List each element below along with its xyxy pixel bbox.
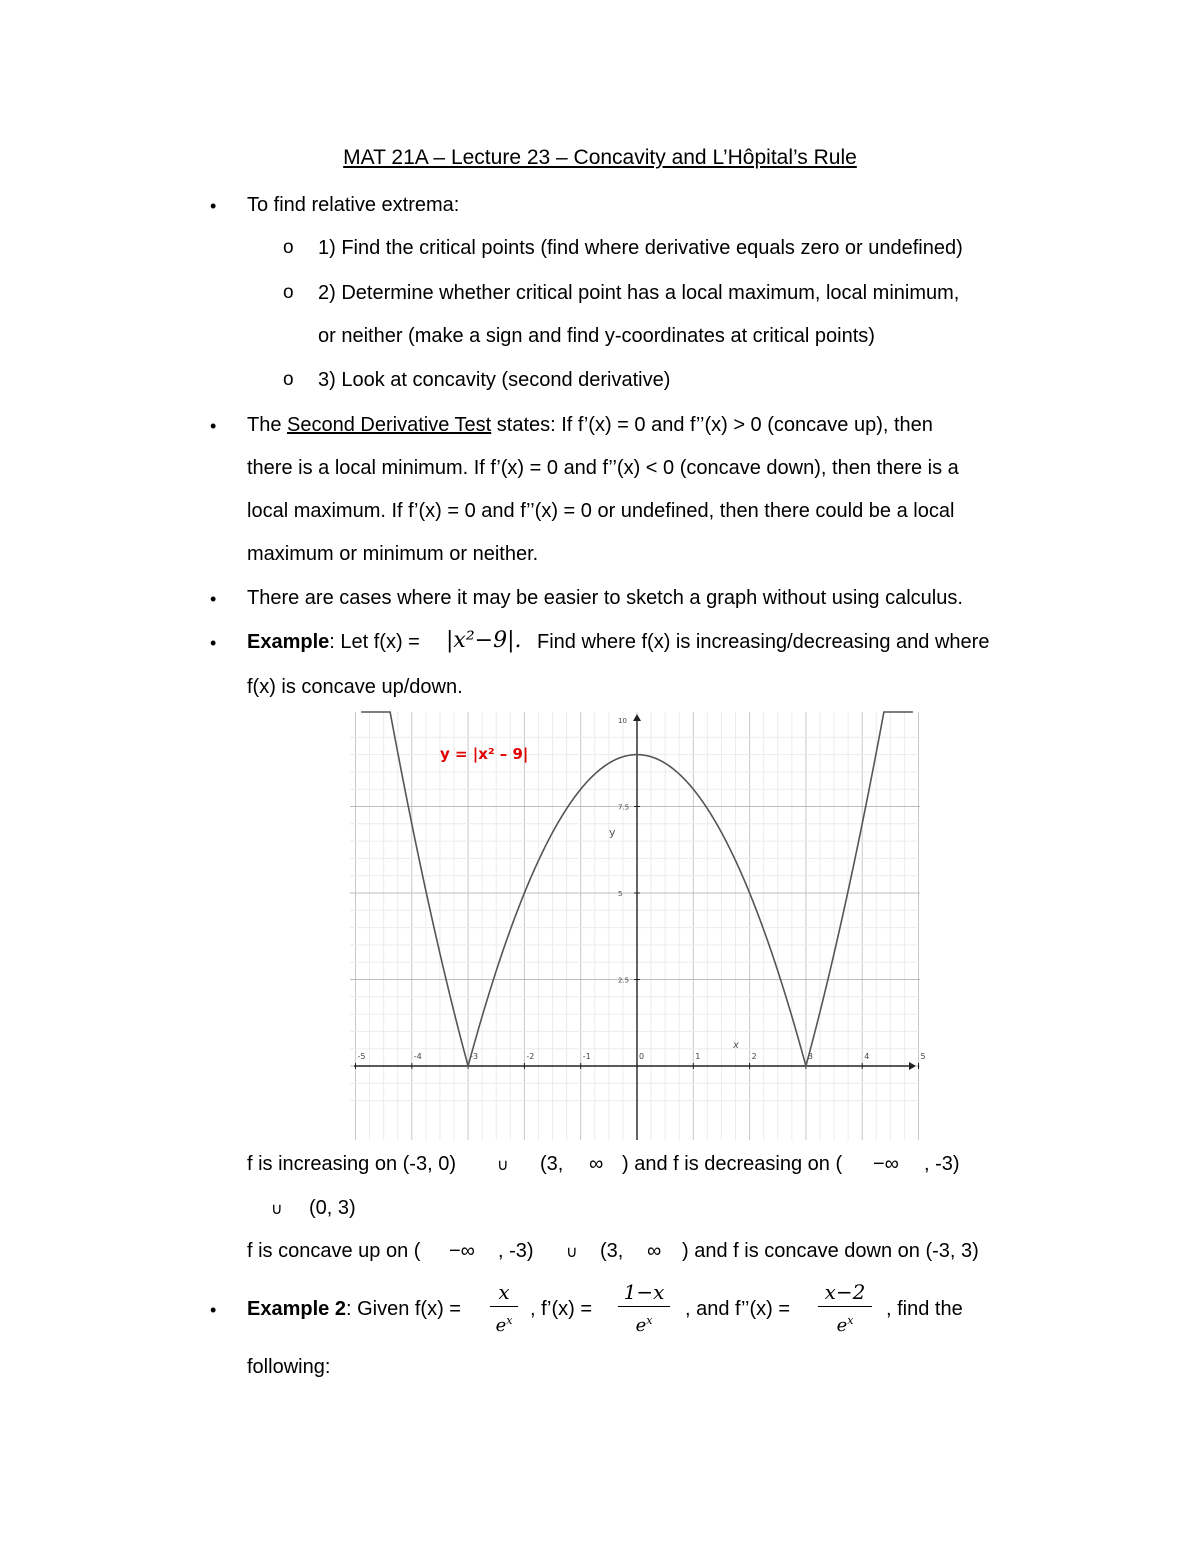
x-tick-label: -2	[526, 1052, 535, 1061]
second-derivative-test-term: Second Derivative Test	[287, 414, 492, 436]
following-text: following:	[247, 1356, 331, 1378]
y-axis-label: y	[609, 826, 616, 839]
example-2-label: Example 2	[247, 1298, 346, 1320]
x-tick-label: 0	[639, 1052, 645, 1061]
interval-open: (3,	[600, 1240, 624, 1262]
x-tick-label: -5	[357, 1052, 366, 1061]
function-graph	[350, 712, 926, 1140]
f-prime-label: , f’(x) =	[530, 1298, 593, 1320]
page-title: MAT 21A – Lecture 23 – Concavity and L’Hôpital’s Rule	[343, 146, 857, 169]
negative-infinity: −∞	[873, 1153, 899, 1175]
chart-title: y = |x² – 9|	[440, 745, 529, 763]
example-2-line: Example 2: Given f(x) =	[247, 1298, 461, 1320]
concave-down-text: ) and f is concave down on (-3, 3)	[682, 1240, 979, 1262]
interval-end: , -3)	[498, 1240, 534, 1262]
concave-up-text: f is concave up on (	[247, 1240, 421, 1262]
example-1-rest: Find where f(x) is increasing/decreasing and where	[537, 631, 990, 653]
second-derivative-test-line-3: local maximum. If f’(x) = 0 and f’’(x) = 0 or undefined, then there could be a local	[247, 500, 955, 522]
extrema-intro: To find relative extrema:	[247, 194, 460, 216]
second-derivative-test-line-4: maximum or minimum or neither.	[247, 543, 539, 565]
extrema-step-3: 3) Look at concavity (second derivative)	[318, 369, 671, 391]
interval-0-3: (0, 3)	[309, 1197, 356, 1219]
x-tick-label: -1	[582, 1052, 591, 1061]
bullet-marker: •	[210, 633, 217, 653]
extrema-step-1: 1) Find the critical points (find where derivative equals zero or undefined)	[318, 237, 963, 259]
f-double-prime-label: , and f’’(x) =	[685, 1298, 791, 1320]
x-tick-label: 4	[864, 1052, 870, 1061]
decreasing-text: ) and f is decreasing on (	[622, 1153, 843, 1175]
bullet-marker: •	[210, 196, 217, 216]
y-tick-label: 5	[618, 890, 623, 898]
f-prime-fraction: 1−x $e^x$	[618, 1280, 670, 1336]
sub-bullet-marker: o	[283, 237, 294, 258]
x-tick-label: 2	[751, 1052, 757, 1061]
f-fraction: x $e^x$	[490, 1280, 518, 1336]
increasing-text: f is increasing on (-3, 0)	[247, 1153, 456, 1175]
union-symbol: ∪	[566, 1244, 578, 1261]
x-axis-arrow	[909, 1062, 916, 1070]
second-derivative-test-line-2: there is a local minimum. If f’(x) = 0 and f’’(x) < 0 (concave down), then there is a	[247, 457, 959, 479]
interval-open: (3,	[540, 1153, 564, 1175]
x-tick-label: 1	[695, 1052, 701, 1061]
x-tick-label: -4	[413, 1052, 422, 1061]
union-symbol: ∪	[271, 1201, 283, 1218]
y-tick-label: 7.5	[618, 803, 630, 812]
x-tick-label: 3	[807, 1052, 813, 1061]
x-tick-label: -3	[470, 1052, 479, 1061]
infinity-symbol: ∞	[589, 1153, 604, 1175]
x-axis-label: x	[733, 1040, 739, 1051]
f-double-prime-fraction: x−2 $e^x$	[818, 1280, 872, 1336]
bullet-marker: •	[210, 416, 217, 436]
find-the-text: , find the	[886, 1298, 963, 1320]
extrema-step-2: 2) Determine whether critical point has a local maximum, local minimum,	[318, 282, 960, 304]
sub-bullet-marker: o	[283, 369, 294, 390]
negative-infinity: −∞	[449, 1240, 475, 1262]
bullet-marker: •	[210, 589, 217, 609]
y-tick-label: 2.5	[618, 976, 630, 985]
interval-end: , -3)	[924, 1153, 960, 1175]
example-1-line: Example: Let f(x) =	[247, 631, 420, 653]
infinity-symbol: ∞	[647, 1240, 662, 1262]
y-tick-label: 10	[618, 717, 627, 725]
example-1-label: Example	[247, 631, 330, 653]
example-1-function: |x²−9|.	[446, 628, 522, 653]
cases-text: There are cases where it may be easier to sketch a graph without using calculus.	[247, 587, 963, 609]
union-symbol: ∪	[497, 1157, 509, 1174]
bullet-marker: •	[210, 1300, 217, 1320]
x-tick-label: 5	[920, 1052, 926, 1061]
sub-bullet-marker: o	[283, 282, 294, 303]
example-1-line-2: f(x) is concave up/down.	[247, 676, 463, 698]
extrema-step-2-cont: or neither (make a sign and find y-coordinates at critical points)	[318, 325, 875, 347]
second-derivative-test-line: The Second Derivative Test states: If f’(x) = 0 and f’’(x) > 0 (concave up), then	[247, 414, 933, 436]
